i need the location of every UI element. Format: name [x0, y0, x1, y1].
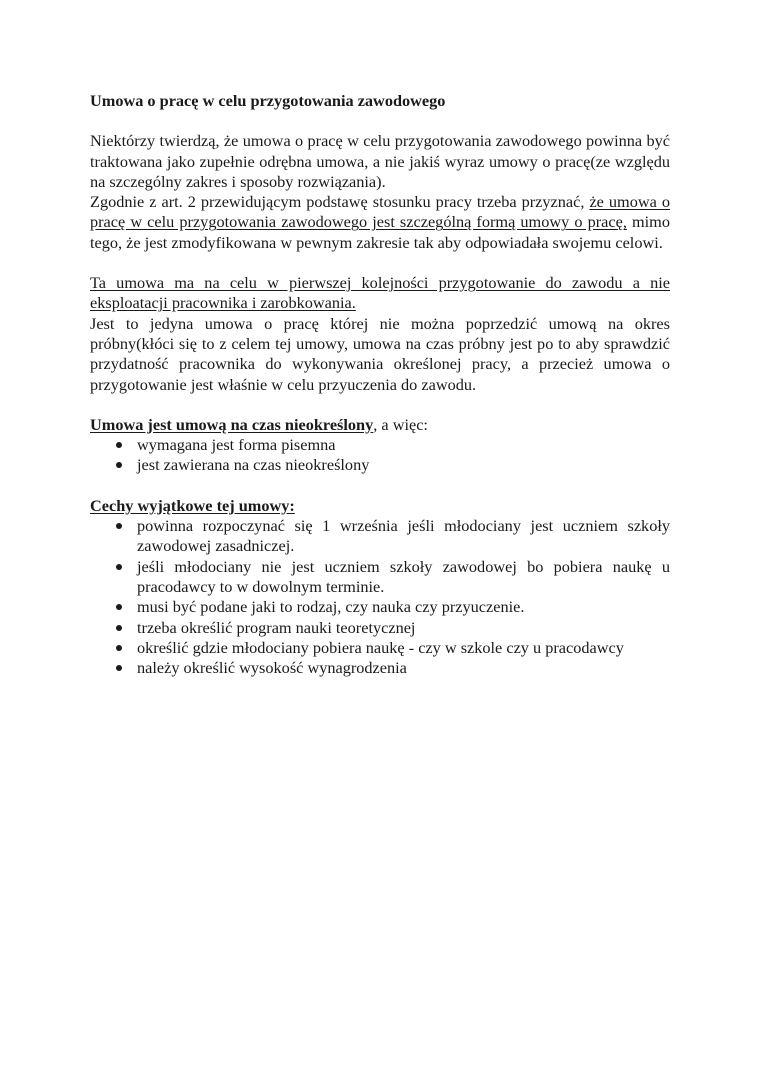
indefinite-heading-line: [90, 415, 670, 435]
list-item: wymagana jest forma pisemna: [90, 435, 670, 455]
list-item: powinna rozpoczynać się 1 września jeśli młodociany jest uczniem szkoły zawodowej zasadniczej.: [90, 516, 670, 557]
intro-paragraph-2-end: mimo tego, że jest zmodyfikowana w pewnym zakresie tak aby odpowiadała swojemu celowi.: [90, 212, 670, 252]
indefinite-heading: Umowa jest umową na czas nieokreślony: [90, 414, 374, 434]
indefinite-list: [90, 435, 670, 476]
intro-paragraph-2: [90, 192, 670, 253]
spacer: [90, 253, 670, 273]
exceptional-list: [90, 516, 670, 678]
list-item: należy określić wysokość wynagrodzenia: [90, 658, 670, 678]
purpose-paragraph: Jest to jedyna umowa o pracę której nie można poprzedzić umową na okres próbny(kłóci się to z celem tej umowy, umowa na czas próbny jest po to aby sprawdzić przydatność pracownika do wykonywania określonej pracy, a przecież umowa o przygotowanie jest właśnie w celu przyuczenia do zawodu.: [90, 313, 670, 394]
exceptional-heading-line: [90, 496, 670, 516]
exceptional-heading: Cechy wyjątkowe tej umowy:: [90, 495, 295, 515]
purpose-statement: Ta umowa ma na celu w pierwszej kolejności przygotowanie do zawodu a nie eksploatacji pracownika i zarobkowania.: [90, 273, 670, 313]
intro-paragraph-2-underlined: że umowa o pracę w celu przygotowania zawodowego jest szczególną formą umowy o pracę,: [90, 192, 670, 232]
list-item: trzeba określić program nauki teoretycznej: [90, 618, 670, 638]
intro-paragraph-2-start: Zgodnie z art. 2 przewidującym podstawę stosunku pracy trzeba przyznać,: [90, 192, 590, 212]
list-item: jeśli młodociany nie jest uczniem szkoły zawodowej bo pobiera naukę u pracodawcy to w dowolnym terminie.: [90, 557, 670, 598]
list-item: określić gdzie młodociany pobiera naukę - czy w szkole czy u pracodawcy: [90, 638, 670, 658]
list-item: jest zawierana na czas nieokreślony: [90, 455, 670, 475]
page-title: Umowa o pracę w celu przygotowania zawodowego: [90, 91, 446, 110]
intro-paragraph-1: Niektórzy twierdzą, że umowa o pracę w celu przygotowania zawodowego powinna być traktowana jako zupełnie odrębna umowa, a nie jakiś wyraz umowy o pracę(ze względu na szczególny zakres i sposoby rozwiązania).: [90, 131, 670, 191]
indefinite-heading-suffix: , a więc:: [373, 414, 428, 434]
list-item: musi być podane jaki to rodzaj, czy nauka czy przyuczenie.: [90, 597, 670, 617]
